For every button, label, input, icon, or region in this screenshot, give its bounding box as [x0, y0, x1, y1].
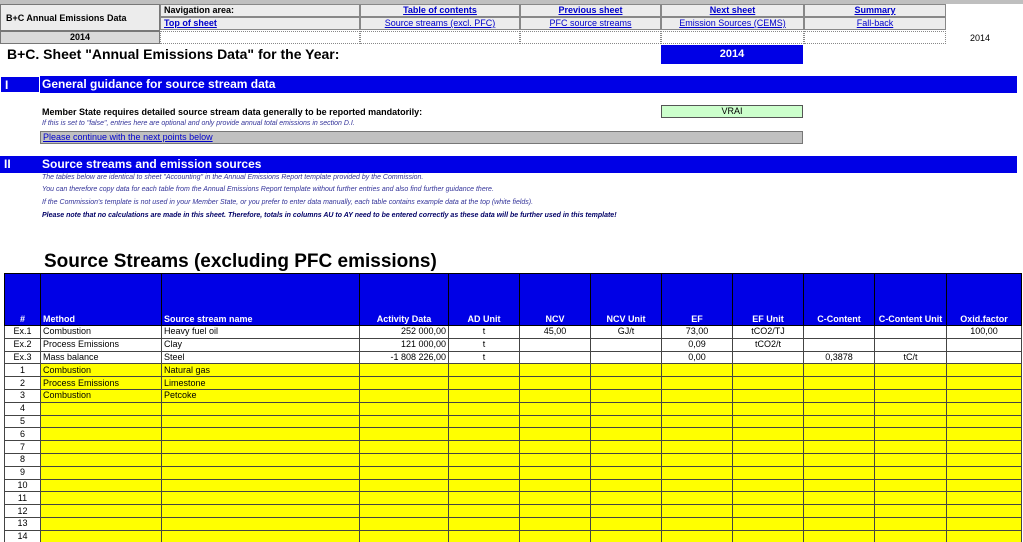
- input-cell[interactable]: Process Emissions: [41, 377, 162, 390]
- input-cell[interactable]: [804, 505, 875, 518]
- input-cell[interactable]: [520, 402, 591, 415]
- input-cell[interactable]: [449, 530, 520, 542]
- input-row: [5, 389, 1022, 402]
- input-cell[interactable]: [162, 415, 360, 428]
- table-cell: 0,00: [662, 351, 733, 364]
- input-cell[interactable]: [162, 453, 360, 466]
- input-cell[interactable]: [449, 415, 520, 428]
- input-cell[interactable]: [591, 428, 662, 441]
- input-cell[interactable]: [733, 428, 804, 441]
- input-cell[interactable]: [804, 428, 875, 441]
- input-cell[interactable]: [662, 415, 733, 428]
- column-header: Method: [41, 274, 162, 326]
- guidance-note: You can therefore copy data for each table from the Annual Emissions Report template without further entries and also find further guidance there.: [42, 186, 494, 193]
- table-title: Source Streams (excluding PFC emissions): [44, 251, 437, 272]
- input-cell[interactable]: [662, 492, 733, 505]
- table-cell: Ex.2: [5, 338, 41, 351]
- input-cell[interactable]: [662, 377, 733, 390]
- section-number: I: [0, 76, 40, 93]
- top-of-sheet-link[interactable]: Top of sheet: [160, 17, 360, 30]
- input-cell[interactable]: [360, 530, 449, 542]
- input-cell[interactable]: [947, 505, 1022, 518]
- input-cell[interactable]: [520, 415, 591, 428]
- row-number: 6: [5, 428, 41, 441]
- fall-back-link[interactable]: Fall-back: [804, 17, 946, 30]
- input-cell[interactable]: [662, 428, 733, 441]
- input-cell[interactable]: [804, 377, 875, 390]
- table-cell: 0,09: [662, 338, 733, 351]
- sheet-label: B+C Annual Emissions Data: [0, 4, 160, 31]
- table-cell: tCO2/t: [733, 338, 804, 351]
- input-cell[interactable]: Combustion: [41, 364, 162, 377]
- section-header-source-streams: [0, 156, 1017, 173]
- row-number: 10: [5, 479, 41, 492]
- input-cell[interactable]: [662, 466, 733, 479]
- input-cell[interactable]: [520, 377, 591, 390]
- example-row: [5, 338, 1022, 351]
- input-cell[interactable]: [591, 466, 662, 479]
- input-cell[interactable]: [41, 466, 162, 479]
- guidance-note: The tables below are identical to sheet "Accounting" in the Annual Emissions Report template provided by the Commission.: [42, 174, 424, 181]
- table-cell: 0,3878: [804, 351, 875, 364]
- table-cell: [875, 338, 947, 351]
- input-cell[interactable]: [804, 466, 875, 479]
- input-cell[interactable]: [875, 389, 947, 402]
- input-cell[interactable]: [41, 402, 162, 415]
- page-title: B+C. Sheet "Annual Emissions Data" for the Year:: [7, 46, 340, 62]
- table-cell: tCO2/TJ: [733, 326, 804, 339]
- input-cell[interactable]: [875, 402, 947, 415]
- input-cell[interactable]: [875, 492, 947, 505]
- input-row: [5, 453, 1022, 466]
- table-cell: Clay: [162, 338, 360, 351]
- nav-empty-cell: [160, 31, 360, 44]
- sheet-year-left: 2014: [0, 31, 160, 44]
- nav-empty-cell: [520, 31, 661, 44]
- input-cell[interactable]: [520, 364, 591, 377]
- input-cell[interactable]: [662, 453, 733, 466]
- input-cell[interactable]: [733, 377, 804, 390]
- input-cell[interactable]: [875, 466, 947, 479]
- sheet-year-right: 2014: [970, 33, 991, 43]
- input-cell[interactable]: [733, 441, 804, 454]
- input-cell[interactable]: [520, 466, 591, 479]
- input-cell[interactable]: [449, 466, 520, 479]
- input-cell[interactable]: [449, 492, 520, 505]
- input-cell[interactable]: [360, 402, 449, 415]
- input-cell[interactable]: [591, 364, 662, 377]
- input-cell[interactable]: [733, 389, 804, 402]
- row-number: 13: [5, 517, 41, 530]
- input-cell[interactable]: [591, 492, 662, 505]
- column-header: C-Content Unit: [875, 274, 947, 326]
- input-cell[interactable]: [804, 453, 875, 466]
- row-number: 12: [5, 505, 41, 518]
- source-streams-link[interactable]: Source streams (excl. PFC): [360, 17, 520, 30]
- input-cell[interactable]: Natural gas: [162, 364, 360, 377]
- input-cell[interactable]: [449, 453, 520, 466]
- row-number: 11: [5, 492, 41, 505]
- column-header: EF: [662, 274, 733, 326]
- input-cell[interactable]: [804, 492, 875, 505]
- input-cell[interactable]: [804, 415, 875, 428]
- table-cell: Steel: [162, 351, 360, 364]
- input-cell[interactable]: [449, 441, 520, 454]
- input-row: [5, 466, 1022, 479]
- input-cell[interactable]: [947, 466, 1022, 479]
- input-cell[interactable]: [947, 453, 1022, 466]
- input-cell[interactable]: [41, 517, 162, 530]
- input-cell[interactable]: Limestone: [162, 377, 360, 390]
- input-cell[interactable]: [662, 517, 733, 530]
- source-streams-table: [4, 273, 1022, 542]
- input-cell[interactable]: [662, 505, 733, 518]
- input-cell[interactable]: [947, 492, 1022, 505]
- input-cell[interactable]: [733, 530, 804, 542]
- input-cell[interactable]: [162, 517, 360, 530]
- input-cell[interactable]: [947, 389, 1022, 402]
- input-cell[interactable]: [162, 530, 360, 542]
- table-cell: 252 000,00: [360, 326, 449, 339]
- input-cell[interactable]: [41, 479, 162, 492]
- input-cell[interactable]: [591, 453, 662, 466]
- year-field[interactable]: 2014: [661, 45, 803, 64]
- input-row: [5, 364, 1022, 377]
- input-cell[interactable]: [520, 505, 591, 518]
- row-number: 1: [5, 364, 41, 377]
- input-cell[interactable]: [520, 479, 591, 492]
- input-cell[interactable]: [662, 530, 733, 542]
- input-cell[interactable]: [875, 530, 947, 542]
- input-row: [5, 415, 1022, 428]
- row-number: 5: [5, 415, 41, 428]
- input-cell[interactable]: [520, 453, 591, 466]
- input-cell[interactable]: [162, 466, 360, 479]
- table-cell: t: [449, 326, 520, 339]
- input-cell[interactable]: Petcoke: [162, 389, 360, 402]
- input-row: [5, 492, 1022, 505]
- example-row: [5, 351, 1022, 364]
- input-cell[interactable]: [162, 441, 360, 454]
- navigation-area-label: Navigation area:: [160, 4, 360, 17]
- input-cell[interactable]: [520, 530, 591, 542]
- input-cell[interactable]: [947, 415, 1022, 428]
- input-cell[interactable]: [162, 505, 360, 518]
- input-cell[interactable]: [41, 453, 162, 466]
- input-cell[interactable]: [733, 505, 804, 518]
- input-cell[interactable]: [662, 441, 733, 454]
- input-cell[interactable]: [591, 402, 662, 415]
- table-cell: Combustion: [41, 326, 162, 339]
- table-cell: -1 808 226,00: [360, 351, 449, 364]
- previous-sheet-link[interactable]: Previous sheet: [520, 4, 661, 17]
- input-cell[interactable]: [162, 428, 360, 441]
- input-cell[interactable]: [360, 492, 449, 505]
- table-cell: Heavy fuel oil: [162, 326, 360, 339]
- toc-link[interactable]: Table of contents: [360, 4, 520, 17]
- input-cell[interactable]: [804, 389, 875, 402]
- input-cell[interactable]: [360, 415, 449, 428]
- input-cell[interactable]: [804, 441, 875, 454]
- input-cell[interactable]: [520, 492, 591, 505]
- input-cell[interactable]: [360, 377, 449, 390]
- input-cell[interactable]: Combustion: [41, 389, 162, 402]
- table-cell: [591, 351, 662, 364]
- mandatory-reporting-value[interactable]: VRAI: [661, 105, 803, 118]
- input-cell[interactable]: [875, 479, 947, 492]
- table-cell: [947, 338, 1022, 351]
- input-cell[interactable]: [360, 505, 449, 518]
- input-cell[interactable]: [733, 517, 804, 530]
- table-cell: Mass balance: [41, 351, 162, 364]
- input-cell[interactable]: [875, 453, 947, 466]
- column-header: NCV: [520, 274, 591, 326]
- example-row: [5, 326, 1022, 339]
- input-cell[interactable]: [41, 492, 162, 505]
- column-header: C-Content: [804, 274, 875, 326]
- row-number: 2: [5, 377, 41, 390]
- input-cell[interactable]: [591, 415, 662, 428]
- column-header: EF Unit: [733, 274, 804, 326]
- input-cell[interactable]: [41, 441, 162, 454]
- input-cell[interactable]: [947, 441, 1022, 454]
- input-cell[interactable]: [591, 505, 662, 518]
- input-cell[interactable]: [360, 428, 449, 441]
- table-cell: Process Emissions: [41, 338, 162, 351]
- input-row: [5, 441, 1022, 454]
- table-cell: 100,00: [947, 326, 1022, 339]
- input-cell[interactable]: [591, 441, 662, 454]
- input-cell[interactable]: [733, 453, 804, 466]
- input-cell[interactable]: [947, 479, 1022, 492]
- input-cell[interactable]: [449, 389, 520, 402]
- section-number: II: [4, 157, 11, 171]
- input-cell[interactable]: [591, 479, 662, 492]
- input-cell[interactable]: [804, 479, 875, 492]
- input-cell[interactable]: [449, 428, 520, 441]
- input-cell[interactable]: [449, 377, 520, 390]
- continue-link[interactable]: Please continue with the next points below: [40, 131, 803, 144]
- member-state-note: If this is set to "false", entries here are optional and only provide annual total emissions in section D.I.: [42, 120, 355, 127]
- table-cell: t: [449, 338, 520, 351]
- table-cell: Ex.3: [5, 351, 41, 364]
- input-cell[interactable]: [875, 428, 947, 441]
- input-cell[interactable]: [360, 441, 449, 454]
- input-cell[interactable]: [947, 517, 1022, 530]
- table-cell: 121 000,00: [360, 338, 449, 351]
- input-cell[interactable]: [360, 453, 449, 466]
- input-cell[interactable]: [804, 402, 875, 415]
- input-cell[interactable]: [662, 402, 733, 415]
- input-cell[interactable]: [733, 466, 804, 479]
- input-cell[interactable]: [41, 505, 162, 518]
- table-header-row: [5, 274, 1022, 326]
- input-cell[interactable]: [449, 364, 520, 377]
- table-cell: [804, 338, 875, 351]
- nav-empty-cell: [661, 31, 804, 44]
- table-cell: [591, 338, 662, 351]
- input-cell[interactable]: [875, 441, 947, 454]
- input-cell[interactable]: [733, 479, 804, 492]
- input-cell[interactable]: [591, 377, 662, 390]
- next-sheet-link[interactable]: Next sheet: [661, 4, 804, 17]
- input-cell[interactable]: [162, 479, 360, 492]
- table-cell: t: [449, 351, 520, 364]
- column-header: AD Unit: [449, 274, 520, 326]
- summary-link[interactable]: Summary: [804, 4, 946, 17]
- table-cell: GJ/t: [591, 326, 662, 339]
- input-cell[interactable]: [875, 415, 947, 428]
- table-cell: [947, 351, 1022, 364]
- input-row: [5, 505, 1022, 518]
- table-cell: tC/t: [875, 351, 947, 364]
- input-cell[interactable]: [804, 364, 875, 377]
- input-cell[interactable]: [733, 402, 804, 415]
- input-cell[interactable]: [41, 415, 162, 428]
- section-header-general-guidance: [0, 76, 1017, 93]
- input-row: [5, 479, 1022, 492]
- input-cell[interactable]: [733, 364, 804, 377]
- column-header: Activity Data: [360, 274, 449, 326]
- input-cell[interactable]: [360, 479, 449, 492]
- table-cell: Ex.1: [5, 326, 41, 339]
- column-header: #: [5, 274, 41, 326]
- input-cell[interactable]: [162, 492, 360, 505]
- input-cell[interactable]: [360, 389, 449, 402]
- member-state-label: Member State requires detailed source stream data generally to be reported mandatorily:: [42, 107, 423, 117]
- input-cell[interactable]: [804, 530, 875, 542]
- input-cell[interactable]: [449, 517, 520, 530]
- input-cell[interactable]: [947, 364, 1022, 377]
- input-cell[interactable]: [520, 389, 591, 402]
- nav-empty-cell: [804, 31, 946, 44]
- input-cell[interactable]: [591, 530, 662, 542]
- input-row: [5, 428, 1022, 441]
- row-number: 14: [5, 530, 41, 542]
- pfc-source-streams-link[interactable]: PFC source streams: [520, 17, 661, 30]
- input-row: [5, 402, 1022, 415]
- input-cell[interactable]: [520, 517, 591, 530]
- input-cell[interactable]: [947, 377, 1022, 390]
- input-cell[interactable]: [449, 505, 520, 518]
- nav-empty-cell: [360, 31, 520, 44]
- row-number: 9: [5, 466, 41, 479]
- input-row: [5, 517, 1022, 530]
- input-cell[interactable]: [875, 377, 947, 390]
- input-cell[interactable]: [591, 517, 662, 530]
- input-cell[interactable]: [41, 428, 162, 441]
- input-cell[interactable]: [662, 389, 733, 402]
- input-cell[interactable]: [162, 402, 360, 415]
- input-cell[interactable]: [520, 428, 591, 441]
- input-cell[interactable]: [947, 428, 1022, 441]
- column-header: Source stream name: [162, 274, 360, 326]
- input-cell[interactable]: [875, 517, 947, 530]
- input-cell[interactable]: [733, 415, 804, 428]
- row-number: 7: [5, 441, 41, 454]
- input-cell[interactable]: [360, 517, 449, 530]
- section-title: General guidance for source stream data: [42, 77, 276, 91]
- input-cell[interactable]: [591, 389, 662, 402]
- input-cell[interactable]: [947, 530, 1022, 542]
- input-cell[interactable]: [804, 517, 875, 530]
- table-cell: [520, 351, 591, 364]
- input-cell[interactable]: [41, 530, 162, 542]
- emission-sources-cems-link[interactable]: Emission Sources (CEMS): [661, 17, 804, 30]
- input-row: [5, 377, 1022, 390]
- input-cell[interactable]: [875, 505, 947, 518]
- row-number: 3: [5, 389, 41, 402]
- row-number: 4: [5, 402, 41, 415]
- section-title: Source streams and emission sources: [42, 157, 262, 171]
- row-number: 8: [5, 453, 41, 466]
- input-cell[interactable]: [733, 492, 804, 505]
- column-header: Oxid.factor: [947, 274, 1022, 326]
- table-cell: [804, 326, 875, 339]
- input-cell[interactable]: [520, 441, 591, 454]
- input-cell[interactable]: [662, 364, 733, 377]
- input-cell[interactable]: [947, 402, 1022, 415]
- input-cell[interactable]: [360, 364, 449, 377]
- input-cell[interactable]: [449, 479, 520, 492]
- table-cell: 45,00: [520, 326, 591, 339]
- table-cell: [733, 351, 804, 364]
- guidance-note: If the Commission's template is not used in your Member State, or you prefer to enter data manually, each table contains example data at the top (white fields).: [42, 199, 534, 206]
- input-cell[interactable]: [875, 364, 947, 377]
- table-cell: [875, 326, 947, 339]
- table-cell: 73,00: [662, 326, 733, 339]
- input-cell[interactable]: [662, 479, 733, 492]
- column-header: NCV Unit: [591, 274, 662, 326]
- input-row: [5, 530, 1022, 542]
- input-cell[interactable]: [449, 402, 520, 415]
- calculation-warning: Please note that no calculations are made in this sheet. Therefore, totals in columns AU to AY need to be entered correctly as these data will be further used in this template!: [42, 212, 617, 219]
- table-cell: [520, 338, 591, 351]
- input-cell[interactable]: [360, 466, 449, 479]
